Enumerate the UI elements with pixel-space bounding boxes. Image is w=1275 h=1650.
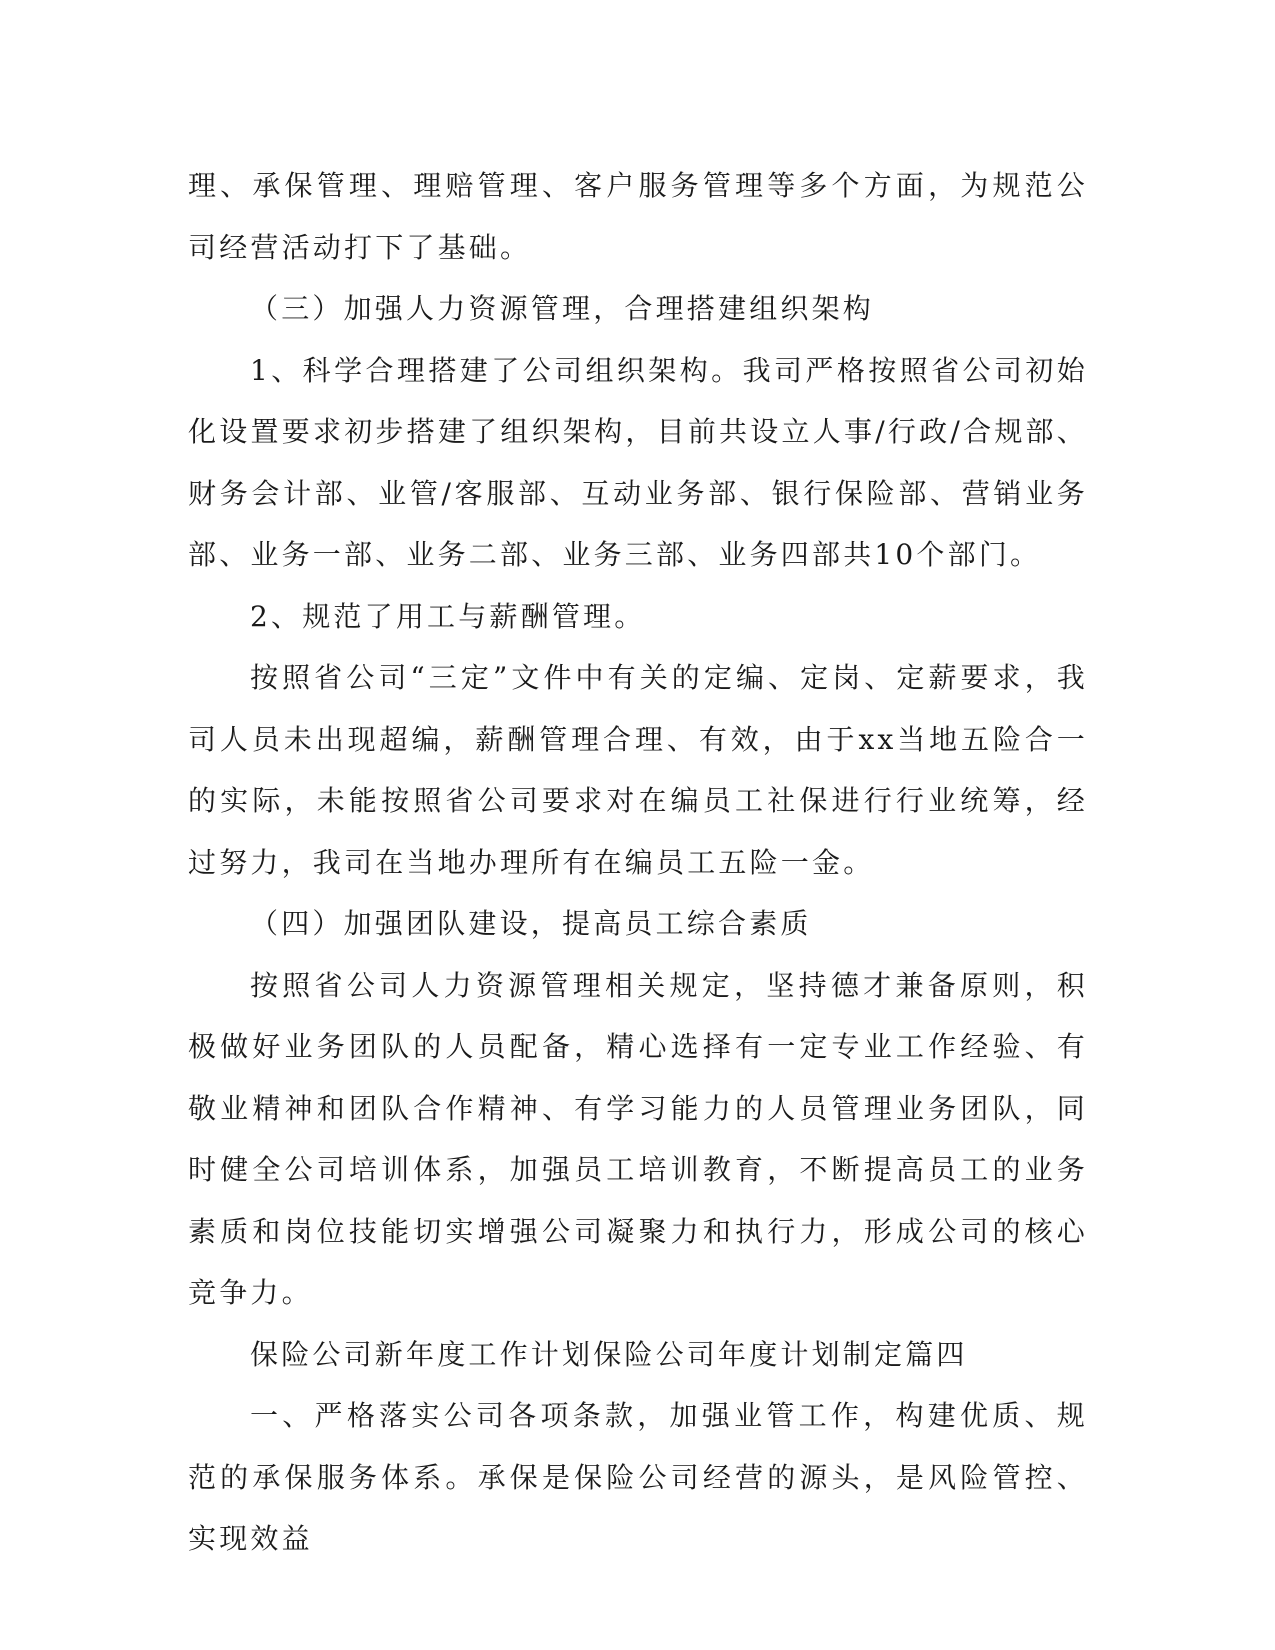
paragraph-salary-detail: 按照省公司“三定”文件中有关的定编、定岗、定薪要求，我司人员未出现超编，薪酬管理合理、有效，由于xx当地五险合一的实际，未能按照省公司要求对在编员工社保进行行业统筹，经过努力，我司在当地办理所有在编员工五险一金。 bbox=[188, 661, 1088, 879]
paragraph-org-structure: 1、科学合理搭建了公司组织架构。我司严格按照省公司初始化设置要求初步搭建了组织架构，目前共设立人事/行政/合规部、财务会计部、业管/客服部、互动业务部、银行保险部、营销业务部、业务一部、业务二部、业务三部、业务四部共10个部门。 bbox=[188, 353, 1088, 571]
document-body bbox=[188, 155, 1088, 1570]
section-heading-team: （四）加强团队建设，提高员工综合素质 bbox=[250, 907, 812, 940]
paragraph-salary-heading: 2、规范了用工与薪酬管理。 bbox=[250, 599, 646, 633]
paragraph-continuation: 理、承保管理、理赔管理、客户服务管理等多个方面，为规范公司经营活动打下了基础。 bbox=[188, 169, 1088, 264]
paragraph-team-detail: 按照省公司人力资源管理相关规定，坚持德才兼备原则，积极做好业务团队的人员配备，精心选择有一定专业工作经验、有敬业精神和团队合作精神、有学习能力的人员管理业务团队，同时健全公司培训体系，加强员工培训教育，不断提高员工的业务素质和岗位技能切实增强公司凝聚力和执行力，形成公司的核心竞争力。 bbox=[188, 968, 1088, 1309]
chapter-title: 保险公司新年度工作计划保险公司年度计划制定篇四 bbox=[250, 1337, 968, 1371]
section-heading-hr: （三）加强人力资源管理，合理搭建组织架构 bbox=[250, 292, 875, 325]
paragraph-underwriting: 一、严格落实公司各项条款，加强业管工作，构建优质、规范的承保服务体系。承保是保险公司经营的源头，是风险管控、实现效益 bbox=[188, 1399, 1088, 1555]
